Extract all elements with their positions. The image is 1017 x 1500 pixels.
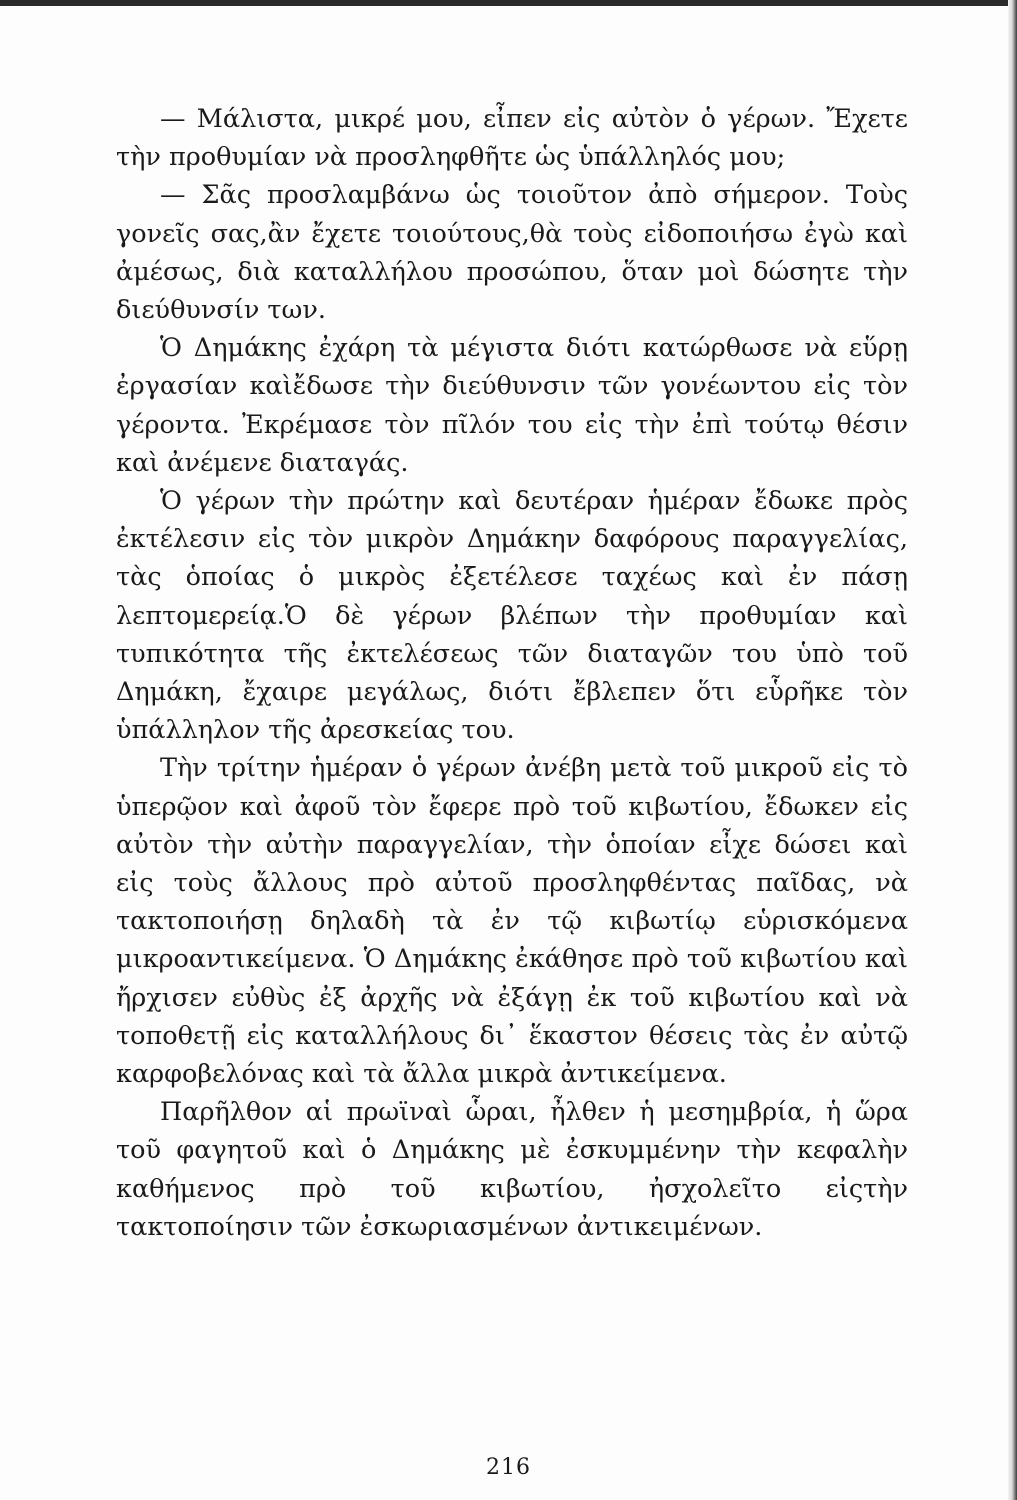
paragraph: Παρῆλθον αἱ πρωϊναὶ ὧραι, ἦλθεν ἡ μεσημβρία, ἡ ὥρα τοῦ φαγητοῦ καὶ ὁ Δημάκης μὲ ἐσκυμμένην τὴν κεφαλὴν καθήμενος πρὸ τοῦ κιβωτίου, ἠσχολεῖτο εἰςτὴν τακτοποίησιν τῶν ἐσκωριασμένων ἀντικειμένων. (116, 1097, 908, 1242)
paragraph: — Μάλιστα, μικρέ μου, εἶπεν εἰς αὐτὸν ὁ γέρων. Ἔχετε τὴν προθυμίαν νὰ προσληφθῆτε ὡς ὑπάλληλός μου; (116, 104, 908, 173)
scan-top-edge (0, 0, 1017, 6)
paragraph: Ὁ Δημάκης ἐχάρη τὰ μέγιστα διότι κατώρθωσε νὰ εὕρῃ ἐργασίαν καὶἔδωσε τὴν διεύθυνσιν τῶν γονέωντου εἰς τὸν γέροντα. Ἐκρέμασε τὸν πῖλόν του εἰς τὴν ἐπὶ τούτῳ θέσιν καὶ ἀνέμενε διαταγάς. (116, 333, 908, 478)
page-number: 216 (486, 1455, 531, 1480)
paragraph: Τὴν τρίτην ἡμέραν ὁ γέρων ἀνέβη μετὰ τοῦ μικροῦ εἰς τὸ ὑπερῷον καὶ ἀφοῦ τὸν ἔφερε πρὸ τοῦ κιβωτίου, ἔδωκεν εἰς αὐτὸν τὴν αὐτὴν παραγγελίαν, τὴν ὁποίαν εἶχε δώσει καὶ εἰς τοὺς ἄλλους πρὸ αὐτοῦ προσληφθέντας παῖδας, νὰ τακτοποιήσῃ δηλαδὴ τὰ ἐν τῷ κιβωτίῳ εὑρισκόμενα μικροαντικείμενα. Ὁ Δημάκης ἐκάθησε πρὸ τοῦ κιβωτίου καὶ ἤρχισεν εὐθὺς ἐξ ἀρχῆς νὰ ἐξάγῃ ἐκ τοῦ κιβωτίου καὶ νὰ τοποθετῇ εἰς καταλλήλους δι᾽ ἕκαστον θέσεις τὰς ἐν αὐτῷ καρφοβελόνας καὶ τὰ ἄλλα μικρὰ ἀντικείμενα. (116, 753, 908, 1090)
paragraph: — Σᾶς προσλαμβάνω ὡς τοιοῦτον ἀπὸ σήμερον. Τοὺς γονεῖς σας,ἂν ἔχετε τοιούτους,θὰ τοὺς εἰδοποιήσω ἐγὼ καὶ ἀμέσως, διὰ καταλλήλου προσώπου, ὅταν μοὶ δώσητε τὴν διεύθυνσίν των. (116, 180, 908, 326)
paragraph: Ὁ γέρων τὴν πρώτην καὶ δευτέραν ἡμέραν ἔδωκε πρὸς ἐκτέλεσιν εἰς τὸν μικρὸν Δημάκην δαφόρους παραγγελίας, τὰς ὁποίας ὁ μικρὸς ἐξετέλεσε ταχέως καὶ ἐν πάσῃ λεπτομερείᾳ.Ὁ δὲ γέρων βλέπων τὴν προθυμίαν καὶ τυπικότητα τῆς ἐκτελέσεως τῶν διαταγῶν του ὑπὸ τοῦ Δημάκη, ἔχαιρε μεγάλως, διότι ἔβλεπεν ὅτι εὗρῆκε τὸν ὑπάλληλον τῆς ἀρεσκείας του. (116, 486, 908, 746)
body-text (116, 100, 908, 1430)
scan-right-edge (1008, 0, 1017, 1500)
